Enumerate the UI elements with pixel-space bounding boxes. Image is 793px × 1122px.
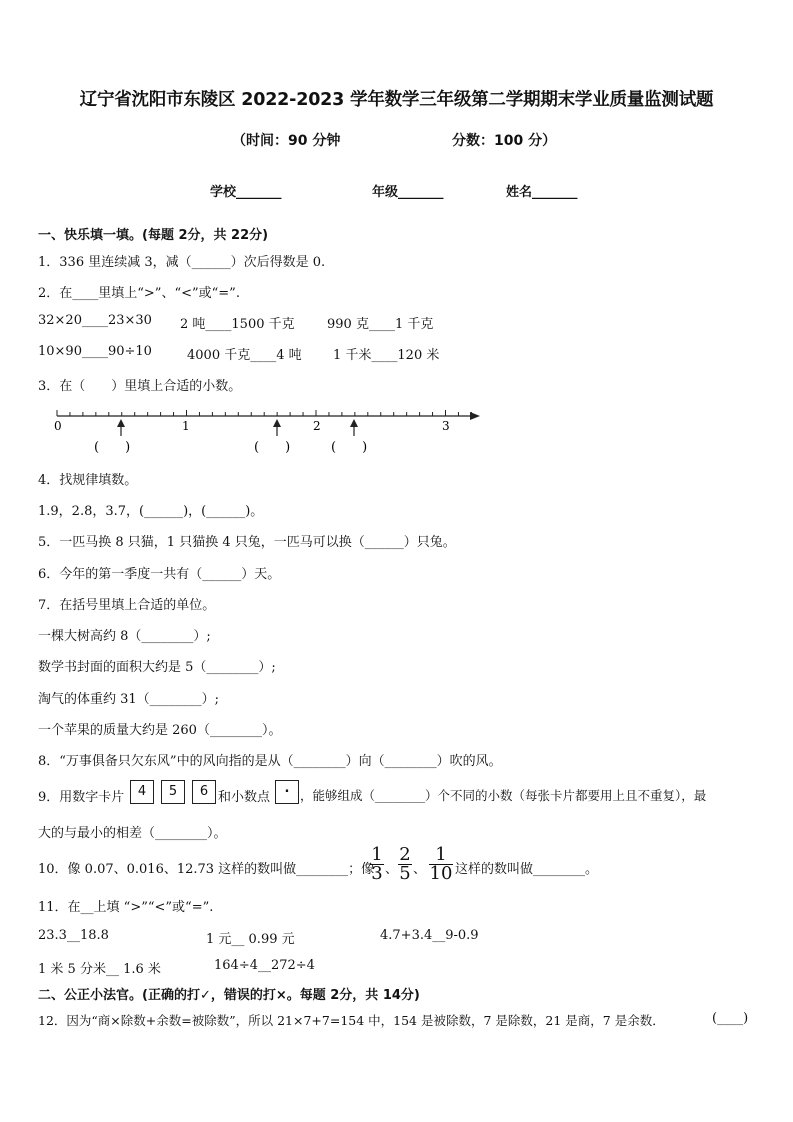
number-line-label: 3 <box>442 419 450 433</box>
question-6: 6．今年的第一季度一共有（______）天。 <box>38 567 281 582</box>
digit-card: 4 <box>130 780 154 804</box>
up-arrow-icon <box>350 419 358 436</box>
number-line-arrowhead <box>470 412 480 420</box>
up-arrow-icon <box>117 419 125 436</box>
fraction: $\frac{1}{10}$ <box>429 844 453 884</box>
section2-heading: 二、公正小法官。(正确的打✓，错误的打×。每题 2分，共 14分) <box>38 988 420 1003</box>
section1-heading: 一、快乐填一填。(每题 2分，共 22分) <box>38 228 269 243</box>
question-2: 2．在____里填上“>”、“<”或“=”. <box>38 286 240 301</box>
up-arrow-icon <box>273 419 281 436</box>
exam-title: 辽宁省沈阳市东陵区 2022-2023 学年数学三年级第二学期期末学业质量监测试题 <box>79 90 714 110</box>
q11-item: 1 米 5 分米__ 1.6 米 <box>38 962 161 977</box>
q2-item: 32×20____23×30 <box>38 313 152 328</box>
q11-item: 164÷4__272÷4 <box>214 958 315 973</box>
grade-field[interactable]: 年级_______ <box>372 185 444 200</box>
separator: 、 <box>413 862 427 877</box>
q2-item: 990 克____1 千克 <box>327 317 434 332</box>
question-3: 3．在（ ）里填上合适的小数。 <box>38 379 242 394</box>
question-4: 4．找规律填数。 <box>38 473 138 488</box>
question-9-prefix: 9．用数字卡片 <box>38 790 125 805</box>
question-7: 7．在括号里填上合适的单位。 <box>38 598 216 613</box>
number-line-blank[interactable]: ( ) <box>254 440 291 455</box>
q7-item: 一棵大树高约 8（________）; <box>38 629 211 644</box>
q11-item: 4.7+3.4__9-0.9 <box>380 928 479 943</box>
digit-card: 5 <box>161 780 185 804</box>
number-line-blank[interactable]: ( ) <box>94 440 131 455</box>
number-line-ticks <box>57 410 471 416</box>
q4-sequence: 1.9，2.8，3.7，(______)，(______)。 <box>38 504 264 519</box>
q2-item: 2 吨____1500 千克 <box>180 317 295 332</box>
number-line <box>40 400 490 460</box>
digit-card: 6 <box>192 780 216 804</box>
question-1: 1．336 里连续减 3，减（______）次后得数是 0. <box>38 255 326 270</box>
q2-item: 10×90____90÷10 <box>38 344 152 359</box>
number-line-label: 0 <box>54 419 62 433</box>
decimal-point-card: . <box>275 780 299 804</box>
q2-item: 1 千米____120 米 <box>333 348 440 363</box>
separator: 、 <box>385 862 399 877</box>
q12-answer-blank[interactable]: (____) <box>712 1011 749 1026</box>
q11-item: 23.3__18.8 <box>38 928 109 943</box>
fraction: $\frac{2}{5}$ <box>399 844 411 884</box>
number-line-label: 2 <box>313 419 321 433</box>
school-field[interactable]: 学校_______ <box>210 185 282 200</box>
number-line-label: 1 <box>182 419 190 433</box>
q2-item: 4000 千克____4 吨 <box>187 348 302 363</box>
question-9-text: ，能够组成（________）个不同的小数（每张卡片都要用上且不重复），最 <box>300 788 707 803</box>
question-5: 5．一匹马换 8 只猫，1 只猫换 4 只兔，一匹马可以换（______）只兔。 <box>38 535 456 550</box>
q7-item: 淘气的体重约 31（________）; <box>38 692 220 707</box>
question-8: 8．“万事俱备只欠东风”中的风向指的是从（________）向（________）吹的风。 <box>38 754 502 769</box>
question-12: 12．因为“商×除数+余数=被除数”，所以 21×7+7=154 中，154 是被除数，7 是除数，21 是商，7 是余数． <box>38 1013 665 1028</box>
q7-item: 一个苹果的质量大约是 260（________）。 <box>38 723 282 738</box>
question-10-prefix: 10．像 0.07、0.016、12.73 这样的数叫做________；像 <box>38 862 375 877</box>
name-field[interactable]: 姓名_______ <box>506 185 578 200</box>
fraction: $\frac{1}{3}$ <box>371 844 383 884</box>
question-11: 11．在__上填 “>”“<”或“=”. <box>38 900 214 915</box>
question-10-suffix: 这样的数叫做________。 <box>455 862 599 877</box>
number-line-blank[interactable]: ( ) <box>331 440 368 455</box>
exam-time: （时间：90 分钟 <box>232 133 341 149</box>
question-9-line2: 大的与最小的相差（________）。 <box>38 826 227 841</box>
question-9-mid: 和小数点 <box>218 790 271 805</box>
q7-item: 数学书封面的面积大约是 5（________）; <box>38 660 276 675</box>
q11-item: 1 元__ 0.99 元 <box>206 932 295 947</box>
exam-score: 分数：100 分） <box>452 133 557 149</box>
